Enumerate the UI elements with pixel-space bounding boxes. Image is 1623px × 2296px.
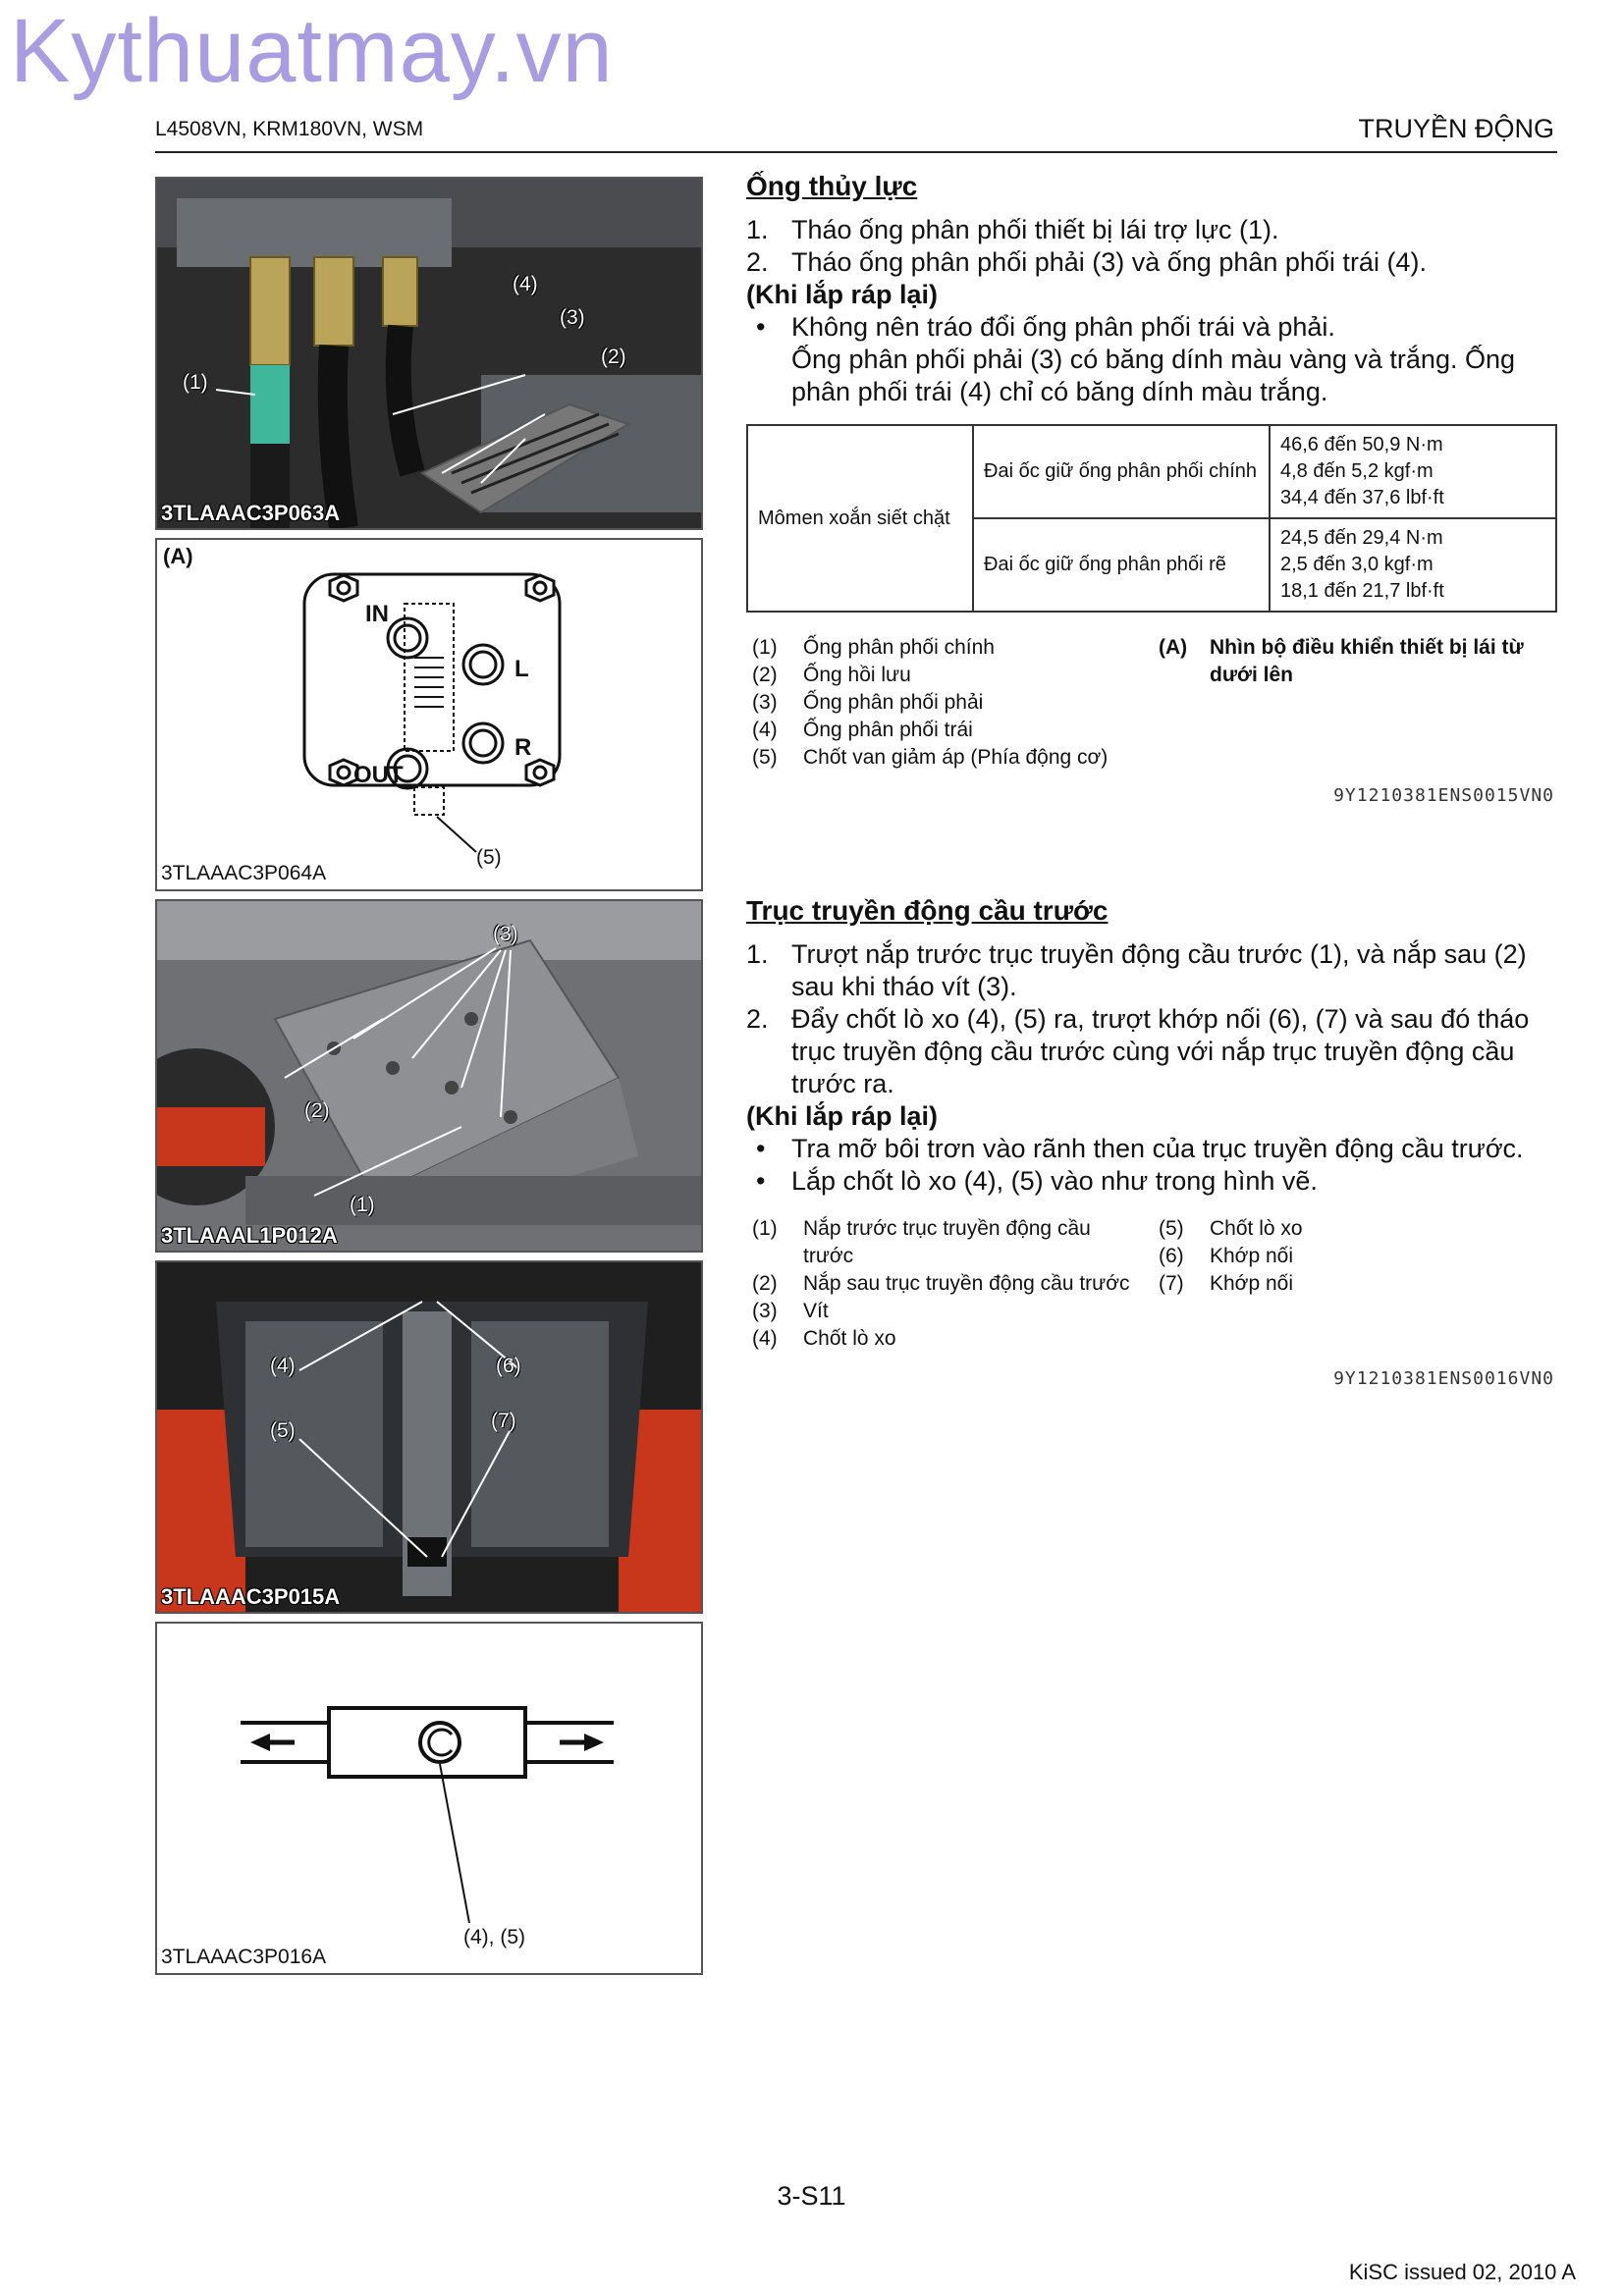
- torque-label: Mômen xoắn siết chặt: [747, 425, 973, 612]
- hydraulic-reassembly-heading: (Khi lắp ráp lại): [746, 280, 939, 309]
- torque-item-branch: Đai ốc giữ ống phân phối rẽ: [973, 518, 1270, 612]
- pin-orientation-code: 3TLAAAC3P016A: [161, 1946, 327, 1968]
- shaft-cover-photo: [155, 899, 703, 1253]
- controller-diagram: [155, 538, 703, 891]
- shaft-cover-photo-illustration: [157, 901, 701, 1251]
- header-rule: [155, 151, 1557, 153]
- legend-item: (6) Khớp nối: [1159, 1245, 1293, 1267]
- section-shaft-body: [746, 938, 1561, 1198]
- torque-values-branch: 24,5 đến 29,4 N·m 2,5 đến 3,0 kgf·m 18,1 đến 21,7 lbf·ft: [1270, 518, 1556, 612]
- controller-callout-5: (5): [476, 846, 502, 869]
- legend-item: (3) Ống phân phối phải: [752, 691, 984, 714]
- controller-diagram-label: (A): [163, 544, 193, 568]
- legend-item: (1) Nắp trước trục truyền động cầu trước: [752, 1217, 1091, 1267]
- port-in-label: IN: [365, 601, 389, 627]
- shaft-legend-right: [1159, 1215, 1453, 1298]
- legend-item: (3) Vít: [752, 1300, 829, 1322]
- pin-orientation-callout: (4), (5): [463, 1926, 525, 1949]
- pin-callout-6: (6): [496, 1355, 521, 1377]
- section-shaft-title: Trục truyền động cầu trước: [746, 895, 1109, 926]
- spring-pin-photo-code: 3TLAAAC3P015A: [161, 1584, 341, 1609]
- hose-callout-1: (1): [183, 371, 208, 394]
- shaft-legend-left: [752, 1215, 1153, 1353]
- hydraulic-bullet-1: • Không nên tráo đổi ống phân phối trái và phải. Ống phân phối phải (3) có băng dính màu vàng và trắng. Ống phân phối trái (4) chỉ có băng dính màu trắng.: [756, 312, 1516, 406]
- hose-photo-code: 3TLAAAC3P063A: [161, 501, 341, 525]
- header-model: L4508VN, KRM180VN, WSM: [155, 118, 424, 140]
- legend-item: (4) Ống phân phối trái: [752, 719, 973, 741]
- hydraulic-legend: [752, 634, 1145, 772]
- hydraulic-legend-view: (A) Nhìn bộ điều khiển thiết bị lái từ dưới lên: [1159, 636, 1524, 686]
- site-watermark: Kythuatmay.vn: [10, 1, 614, 101]
- spring-pin-photo-illustration: [157, 1262, 701, 1612]
- port-out-label: OUT: [353, 762, 404, 788]
- shaft-callout-3: (3): [493, 923, 518, 945]
- shaft-bullet-1: • Tra mỡ bôi trơn vào rãnh then của trục truyền động cầu trước.: [756, 1134, 1524, 1163]
- hose-photo: [155, 177, 703, 530]
- shaft-cover-photo-code: 3TLAAAL1P012A: [161, 1223, 338, 1248]
- pin-callout-5: (5): [270, 1419, 296, 1442]
- shaft-step-2: 2. Đẩy chốt lò xo (4), (5) ra, trượt khớp nối (6), (7) và sau đó tháo trục truyền động cầu trước cùng với nắp trục truyền động cầu trước ra.: [746, 1004, 1530, 1098]
- page-number: 3-S11: [777, 2181, 846, 2211]
- shaft-step-1: 1. Trượt nắp trước trục truyền động cầu trước (1), và nắp sau (2) sau khi tháo vít (3).: [746, 939, 1527, 1001]
- shaft-bullet-2: • Lắp chốt lò xo (4), (5) vào như trong hình vẽ.: [756, 1166, 1318, 1196]
- legend-item: (4) Chốt lò xo: [752, 1327, 896, 1350]
- controller-diagram-code: 3TLAAAC3P064A: [161, 862, 327, 884]
- port-r-label: R: [514, 734, 532, 761]
- controller-diagram-drawing: [157, 540, 701, 889]
- pin-orientation-diagram: [155, 1622, 703, 1975]
- section-hydraulic-body: [746, 214, 1557, 408]
- shaft-doc-code: 9Y1210381ENS0016VN0: [1333, 1368, 1554, 1389]
- shaft-reassembly-heading: (Khi lắp ráp lại): [746, 1101, 939, 1131]
- hose-callout-3: (3): [560, 306, 585, 329]
- legend-item: (7) Khớp nối: [1159, 1272, 1293, 1295]
- hydraulic-step-1: 1. Tháo ống phân phối thiết bị lái trợ lực (1).: [746, 215, 1279, 244]
- header-section: TRUYỀN ĐỘNG: [1358, 114, 1554, 143]
- pin-orientation-drawing: [157, 1624, 701, 1973]
- hydraulic-step-2: 2. Tháo ống phân phối phải (3) và ống phân phối trái (4).: [746, 247, 1427, 277]
- torque-values-main: 46,6 đến 50,9 N·m 4,8 đến 5,2 kgf·m 34,4 đến 37,6 lbf·ft: [1270, 425, 1556, 518]
- legend-item: (1) Ống phân phối chính: [752, 636, 995, 659]
- legend-item: (5) Chốt van giảm áp (Phía động cơ): [752, 746, 1109, 769]
- hose-callout-4: (4): [513, 273, 538, 295]
- torque-table: [746, 424, 1557, 613]
- shaft-callout-2: (2): [304, 1099, 330, 1122]
- hydraulic-doc-code: 9Y1210381ENS0015VN0: [1333, 785, 1554, 806]
- issue-note: KiSC issued 02, 2010 A: [1348, 2260, 1576, 2284]
- legend-item: (2) Nắp sau trục truyền động cầu trước: [752, 1272, 1130, 1295]
- pin-callout-4: (4): [270, 1355, 296, 1377]
- pin-callout-7: (7): [491, 1410, 516, 1432]
- torque-item-main: Đai ốc giữ ống phân phối chính: [973, 425, 1270, 518]
- shaft-callout-1: (1): [350, 1194, 375, 1216]
- legend-item: (5) Chốt lò xo: [1159, 1217, 1303, 1240]
- hose-callout-2: (2): [601, 346, 626, 368]
- legend-item: (2) Ống hồi lưu: [752, 664, 911, 686]
- spring-pin-photo: [155, 1260, 703, 1614]
- port-l-label: L: [514, 656, 529, 682]
- section-hydraulic-title: Ống thủy lực: [746, 171, 918, 201]
